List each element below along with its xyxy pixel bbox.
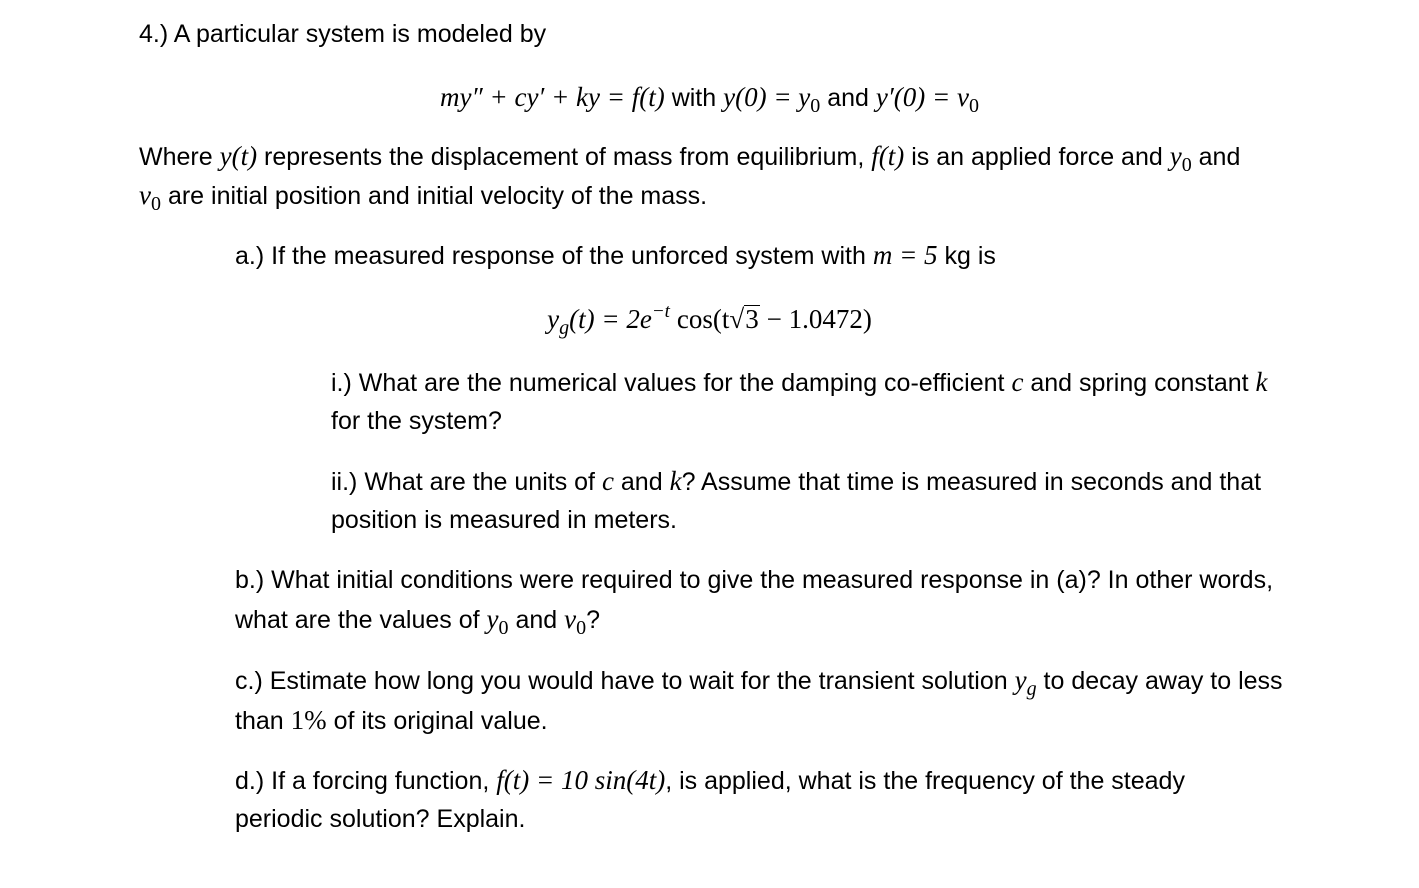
- desc-text: Where: [139, 143, 213, 171]
- desc-v0-sub: 0: [150, 193, 161, 215]
- response-exponent: −t: [651, 301, 670, 322]
- part-c-yg: y: [1014, 665, 1027, 695]
- part-c-text: than: [235, 707, 284, 735]
- equation-lhs: my″ + cy′ + ky = f(t): [440, 82, 665, 112]
- part-a-ii-c: c: [601, 466, 614, 496]
- response-yg-sub: g: [559, 317, 570, 339]
- part-c-text: to decay away to less: [1043, 667, 1283, 695]
- response-sqrt: √: [729, 304, 745, 334]
- part-c-percent: 1%: [290, 705, 327, 735]
- part-a-text: a.) If the measured response of the unforced system with: [235, 242, 866, 270]
- response-lhs: (t) = 2e: [569, 304, 652, 334]
- response-yg: y: [547, 304, 560, 334]
- part-a-ii-text: ii.) What are the units of: [331, 468, 596, 496]
- desc-v0: v: [139, 180, 151, 210]
- part-a-ii-text: ? Assume that time is measured in seconds and that: [681, 468, 1262, 496]
- desc-yt: y(t): [219, 141, 258, 171]
- part-d-line-2: periodic solution? Explain.: [235, 805, 526, 833]
- part-d-text: , is applied, what is the frequency of the steady: [665, 767, 1185, 795]
- part-d-forcing-function: f(t) = 10 sin(4t): [496, 765, 666, 795]
- desc-y0: y: [1169, 141, 1182, 171]
- part-b-text: and: [515, 606, 558, 634]
- desc-text: and: [1198, 143, 1241, 171]
- part-b-y0: y: [486, 604, 499, 634]
- response-radicand: 3: [745, 304, 759, 334]
- equation-with: with: [671, 84, 717, 112]
- description-line-2: [139, 180, 707, 213]
- response-cos: cos(t: [676, 304, 730, 334]
- part-a-ii-line-1: [331, 466, 1261, 497]
- part-a-text: kg is: [944, 242, 996, 270]
- part-c-line-1: [235, 665, 1283, 698]
- part-d-text: d.) If a forcing function,: [235, 767, 490, 795]
- governing-equation: [0, 82, 1419, 115]
- part-c-text: of its original value.: [333, 707, 548, 735]
- part-c-yg-sub: g: [1026, 678, 1037, 700]
- part-b-v0: v: [564, 604, 577, 634]
- part-d-line-1: [235, 765, 1185, 796]
- part-b-line-2: [235, 604, 600, 637]
- part-c-line-2: [235, 705, 548, 736]
- desc-text: represents the displacement of mass from equilibrium,: [264, 143, 865, 171]
- part-b-line-1: b.) What initial conditions were required to give the measured response in (a)? In other words,: [235, 566, 1274, 594]
- part-a-i-text: i.) What are the numerical values for the damping co-efficient: [331, 369, 1005, 397]
- part-a-i-k: k: [1255, 367, 1268, 397]
- description-line-1: [139, 141, 1240, 174]
- desc-text: are initial position and initial velocity of the mass.: [167, 182, 708, 210]
- part-a-i-c: c: [1011, 367, 1024, 397]
- measured-response-equation: [0, 301, 1419, 339]
- desc-ft: f(t): [871, 141, 905, 171]
- problem-title: 4.) A particular system is modeled by: [139, 20, 547, 48]
- equation-ic2-sub: 0: [968, 95, 979, 117]
- desc-y0-sub: 0: [1181, 154, 1192, 176]
- equation-ic1-sub: 0: [810, 95, 821, 117]
- part-a-line: [235, 240, 996, 271]
- part-a-i-line-2: for the system?: [331, 407, 502, 435]
- part-a-ii-text: and: [620, 468, 663, 496]
- equation-ic1: y(0) = y: [723, 82, 811, 112]
- part-b-question-mark: ?: [586, 606, 601, 634]
- part-a-mass: m = 5: [872, 240, 938, 270]
- part-b-y0-sub: 0: [498, 617, 509, 639]
- part-b-v0-sub: 0: [576, 617, 587, 639]
- response-tail: − 1.0472): [766, 304, 872, 334]
- part-a-i-text: and spring constant: [1030, 369, 1249, 397]
- part-c-text: c.) Estimate how long you would have to wait for the transient solution: [235, 667, 1008, 695]
- desc-text: is an applied force and: [911, 143, 1163, 171]
- part-b-text: what are the values of: [235, 606, 480, 634]
- equation-and: and: [827, 84, 869, 112]
- part-a-ii-line-2: position is measured in meters.: [331, 506, 677, 534]
- part-a-ii-k: k: [669, 466, 682, 496]
- part-a-i-line-1: [331, 367, 1268, 398]
- equation-ic2: y′(0) = v: [875, 82, 969, 112]
